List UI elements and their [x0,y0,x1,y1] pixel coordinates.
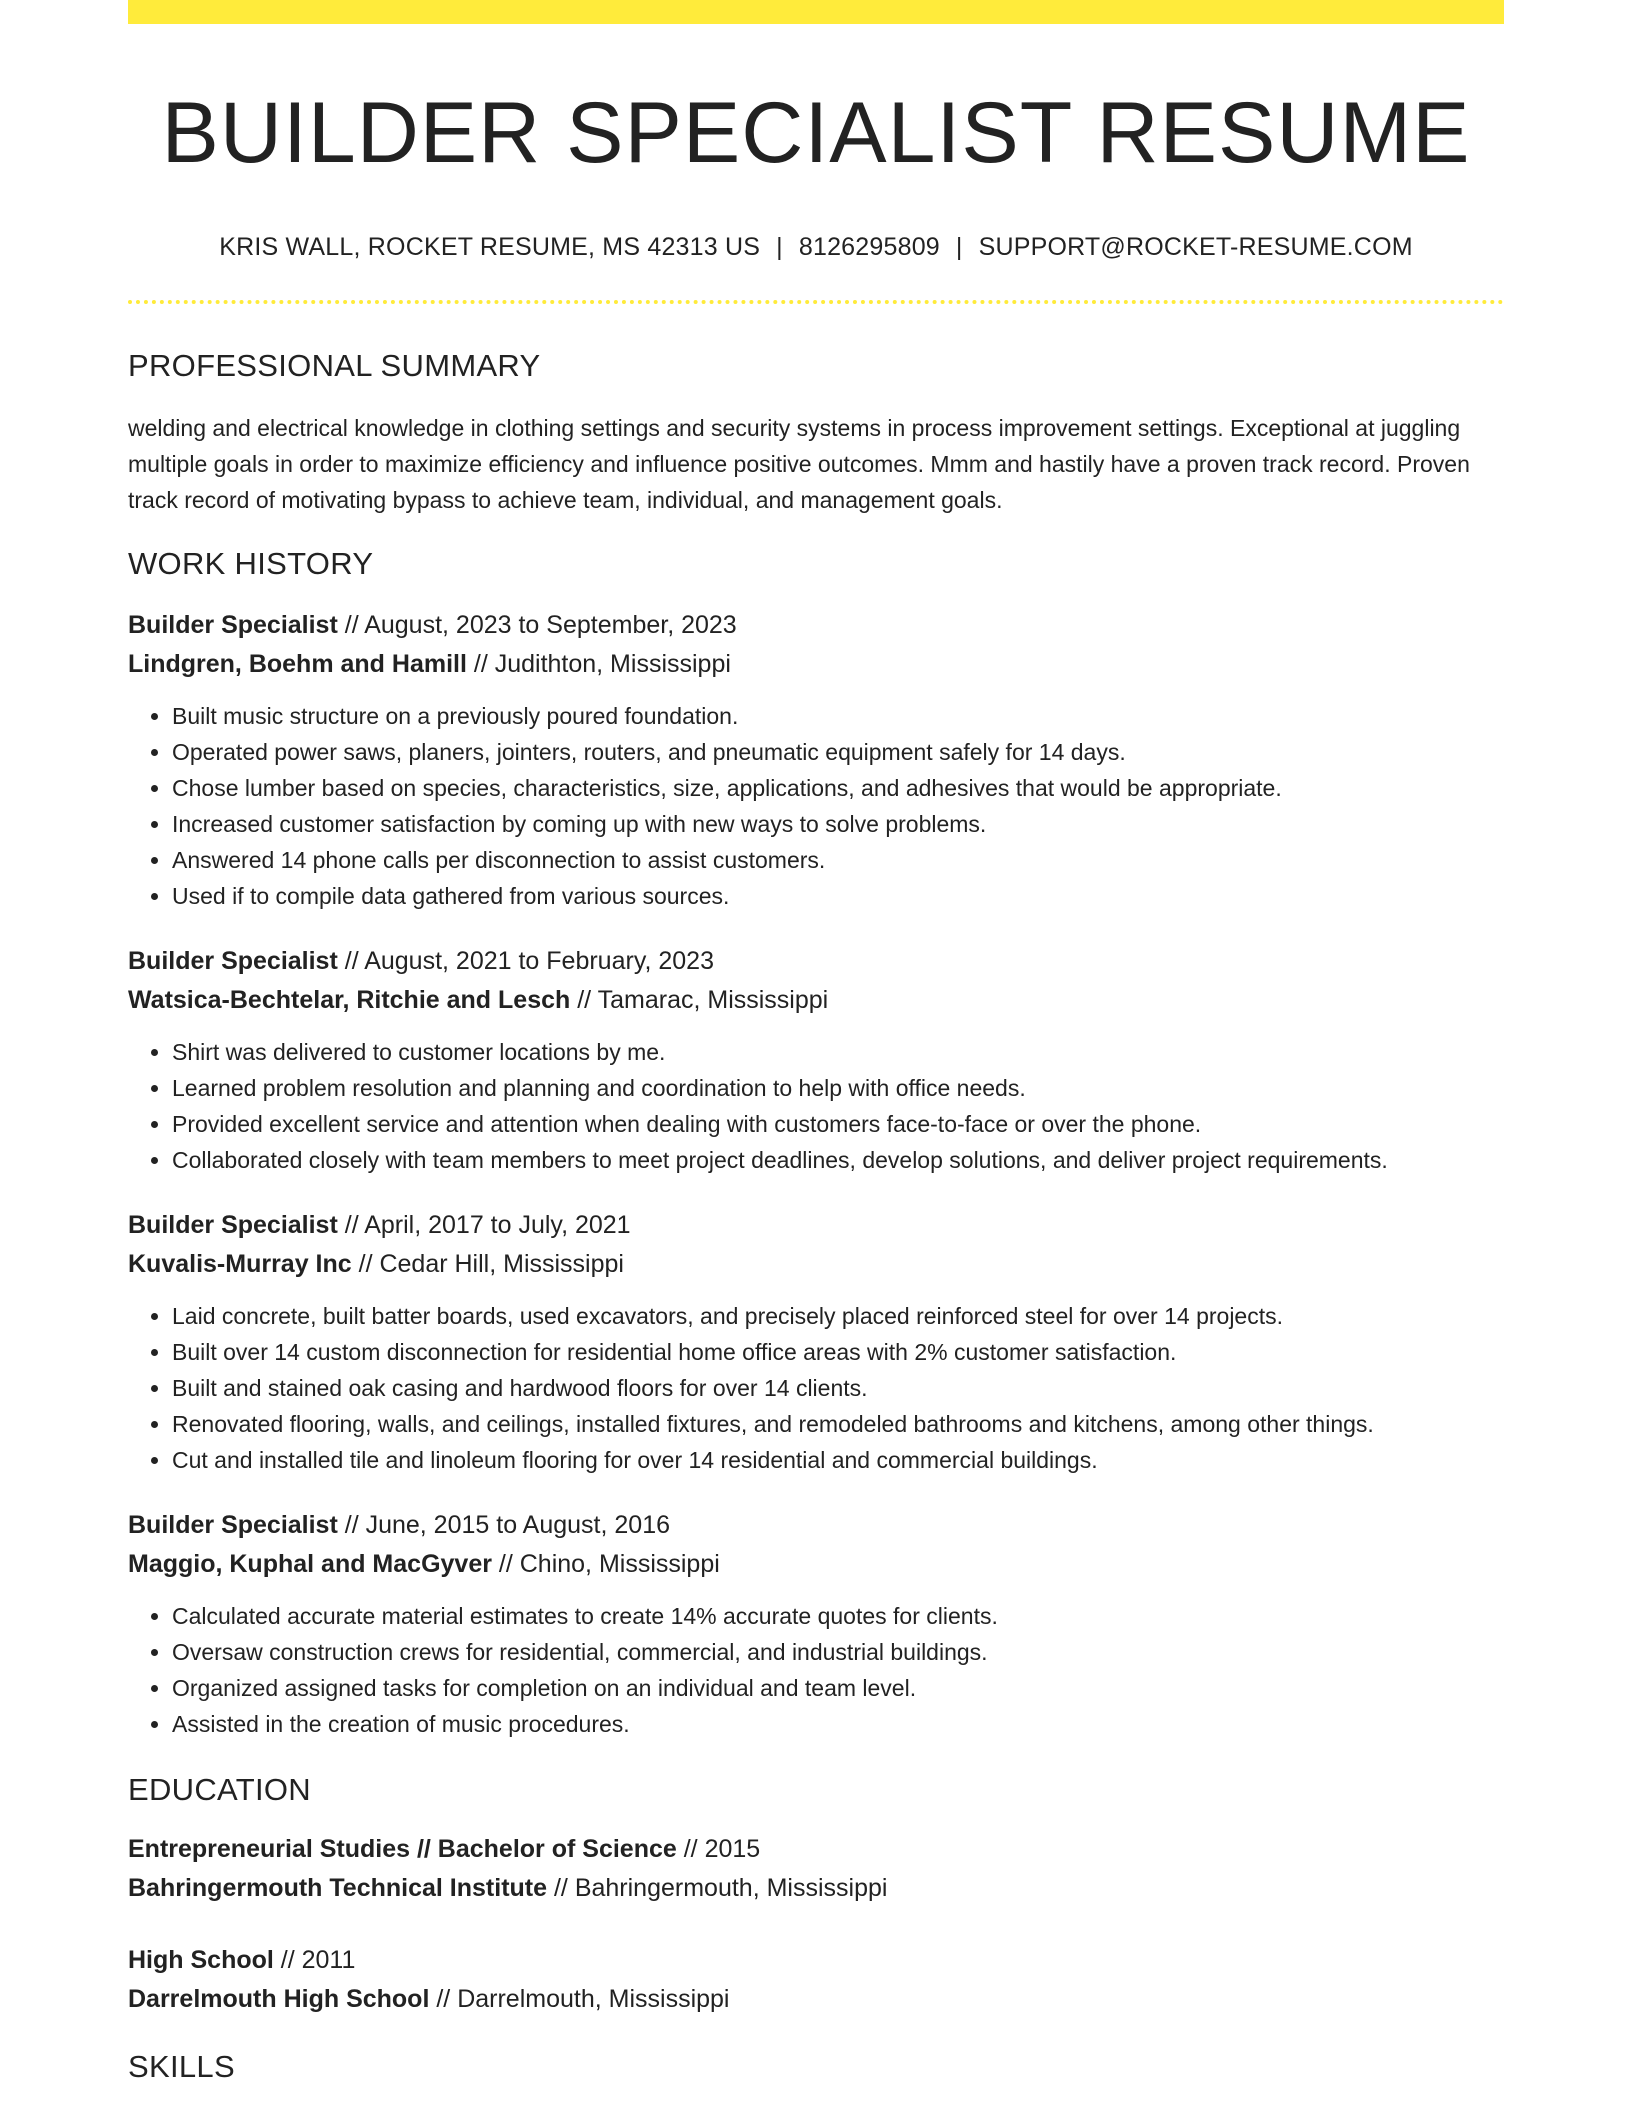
job-title-line [128,606,1504,645]
list-item: • Operated power saws, planers, jointers, routers, and pneumatic equipment safely for 14 days. [172,734,1504,770]
job-company: Kuvalis-Murray Inc [128,1249,352,1278]
resume-page [128,0,1504,2085]
education-year: // 2015 [676,1834,761,1863]
list-item: • Learned problem resolution and planning and coordination to help with office needs. [172,1070,1504,1106]
education-school: Bahringermouth Technical Institute [128,1873,548,1902]
list-item: • Built and stained oak casing and hardwood floors for over 14 clients. [172,1370,1504,1406]
job-title: Builder Specialist [128,946,338,975]
job-dates: // June, 2015 to August, 2016 [337,1510,670,1539]
summary-heading: PROFESSIONAL SUMMARY [128,347,541,383]
list-item: • Built over 14 custom disconnection for residential home office areas with 2% customer satisfaction. [172,1334,1504,1370]
job-company-line [128,981,1504,1020]
education-degree: High School [128,1945,274,1974]
contact-line [128,233,1504,262]
job-bullets [128,698,1504,914]
job-entry [128,1506,1504,1742]
job-location: // Judithton, Mississippi [466,649,731,678]
job-title: Builder Specialist [128,1510,338,1539]
list-item: • Oversaw construction crews for residential, commercial, and industrial buildings. [172,1634,1504,1670]
list-item: • Built music structure on a previously poured foundation. [172,698,1504,734]
education-entry [128,1830,1504,1908]
job-title-line [128,942,1504,981]
job-title-line [128,1206,1504,1245]
job-location: // Tamarac, Mississippi [570,985,829,1014]
list-item: • Chose lumber based on species, characteristics, size, applications, and adhesives that would be appropriate. [172,770,1504,806]
skills-heading: SKILLS [128,2048,235,2084]
education-year: // 2011 [273,1945,356,1974]
job-bullets [128,1034,1504,1178]
education-degree-line [128,1941,1504,1980]
list-item: • Calculated accurate material estimates to create 14% accurate quotes for clients. [172,1598,1504,1634]
job-entry [128,606,1504,914]
list-item: • Organized assigned tasks for completion on an individual and team level. [172,1670,1504,1706]
education-school: Darrelmouth High School [128,1984,430,2013]
list-item: • Shirt was delivered to customer locations by me. [172,1034,1504,1070]
job-company: Lindgren, Boehm and Hamill [128,649,467,678]
job-location: // Chino, Mississippi [491,1549,720,1578]
job-title: Builder Specialist [128,1210,338,1239]
job-bullets [128,1298,1504,1478]
list-item: • Provided excellent service and attention when dealing with customers face-to-face or over the phone. [172,1106,1504,1142]
contact-separator: | [776,232,783,261]
list-item: • Assisted in the creation of music procedures. [172,1706,1504,1742]
list-item: • Used if to compile data gathered from various sources. [172,878,1504,914]
education-location: // Bahringermouth, Mississippi [547,1873,888,1902]
job-location: // Cedar Hill, Mississippi [351,1249,624,1278]
education-school-line [128,1869,1504,1908]
top-accent-bar [128,0,1504,24]
education-school-line [128,1980,1504,2019]
education-entry [128,1941,1504,2019]
job-company: Maggio, Kuphal and MacGyver [128,1549,492,1578]
list-item: • Collaborated closely with team members to meet project deadlines, develop solutions, and deliver project requirements. [172,1142,1504,1178]
header-divider [128,300,1504,304]
contact-address: KRIS WALL, ROCKET RESUME, MS 42313 US [219,232,761,261]
job-company-line [128,1245,1504,1284]
job-dates: // April, 2017 to July, 2021 [337,1210,631,1239]
contact-separator: | [955,232,963,261]
education-location: // Darrelmouth, Mississippi [429,1984,730,2013]
job-dates: // August, 2021 to February, 2023 [337,946,714,975]
summary-text: welding and electrical knowledge in clothing settings and security systems in process improvement settings. Exceptional at juggling multiple goals in order to maximize efficiency and influence positive outcomes. Mmm and hastily have a proven track record. Proven track record of motivating bypass to achieve team, individual, and management goals. [128,414,1470,513]
contact-email: SUPPORT@ROCKET-RESUME.COM [978,232,1413,261]
job-entry [128,1206,1504,1478]
job-dates: // August, 2023 to September, 2023 [337,610,737,639]
page-title: BUILDER SPECIALIST RESUME [161,85,1471,181]
job-title-line [128,1506,1504,1545]
education-degree-line [128,1830,1504,1869]
job-company-line [128,1545,1504,1584]
job-title: Builder Specialist [128,610,338,639]
education-degree: Entrepreneurial Studies // Bachelor of Science [128,1834,677,1863]
job-bullets [128,1598,1504,1742]
contact-phone: 8126295809 [798,232,940,261]
work-history-heading: WORK HISTORY [128,545,374,581]
job-company: Watsica-Bechtelar, Ritchie and Lesch [128,985,571,1014]
job-company-line [128,645,1504,684]
list-item: • Answered 14 phone calls per disconnection to assist customers. [172,842,1504,878]
list-item: • Increased customer satisfaction by coming up with new ways to solve problems. [172,806,1504,842]
list-item: • Cut and installed tile and linoleum flooring for over 14 residential and commercial buildings. [172,1442,1504,1478]
list-item: • Renovated flooring, walls, and ceilings, installed fixtures, and remodeled bathrooms and kitchens, among other things. [172,1406,1504,1442]
job-entry [128,942,1504,1178]
list-item: • Laid concrete, built batter boards, used excavators, and precisely placed reinforced steel for over 14 projects. [172,1298,1504,1334]
education-heading: EDUCATION [128,1771,311,1807]
